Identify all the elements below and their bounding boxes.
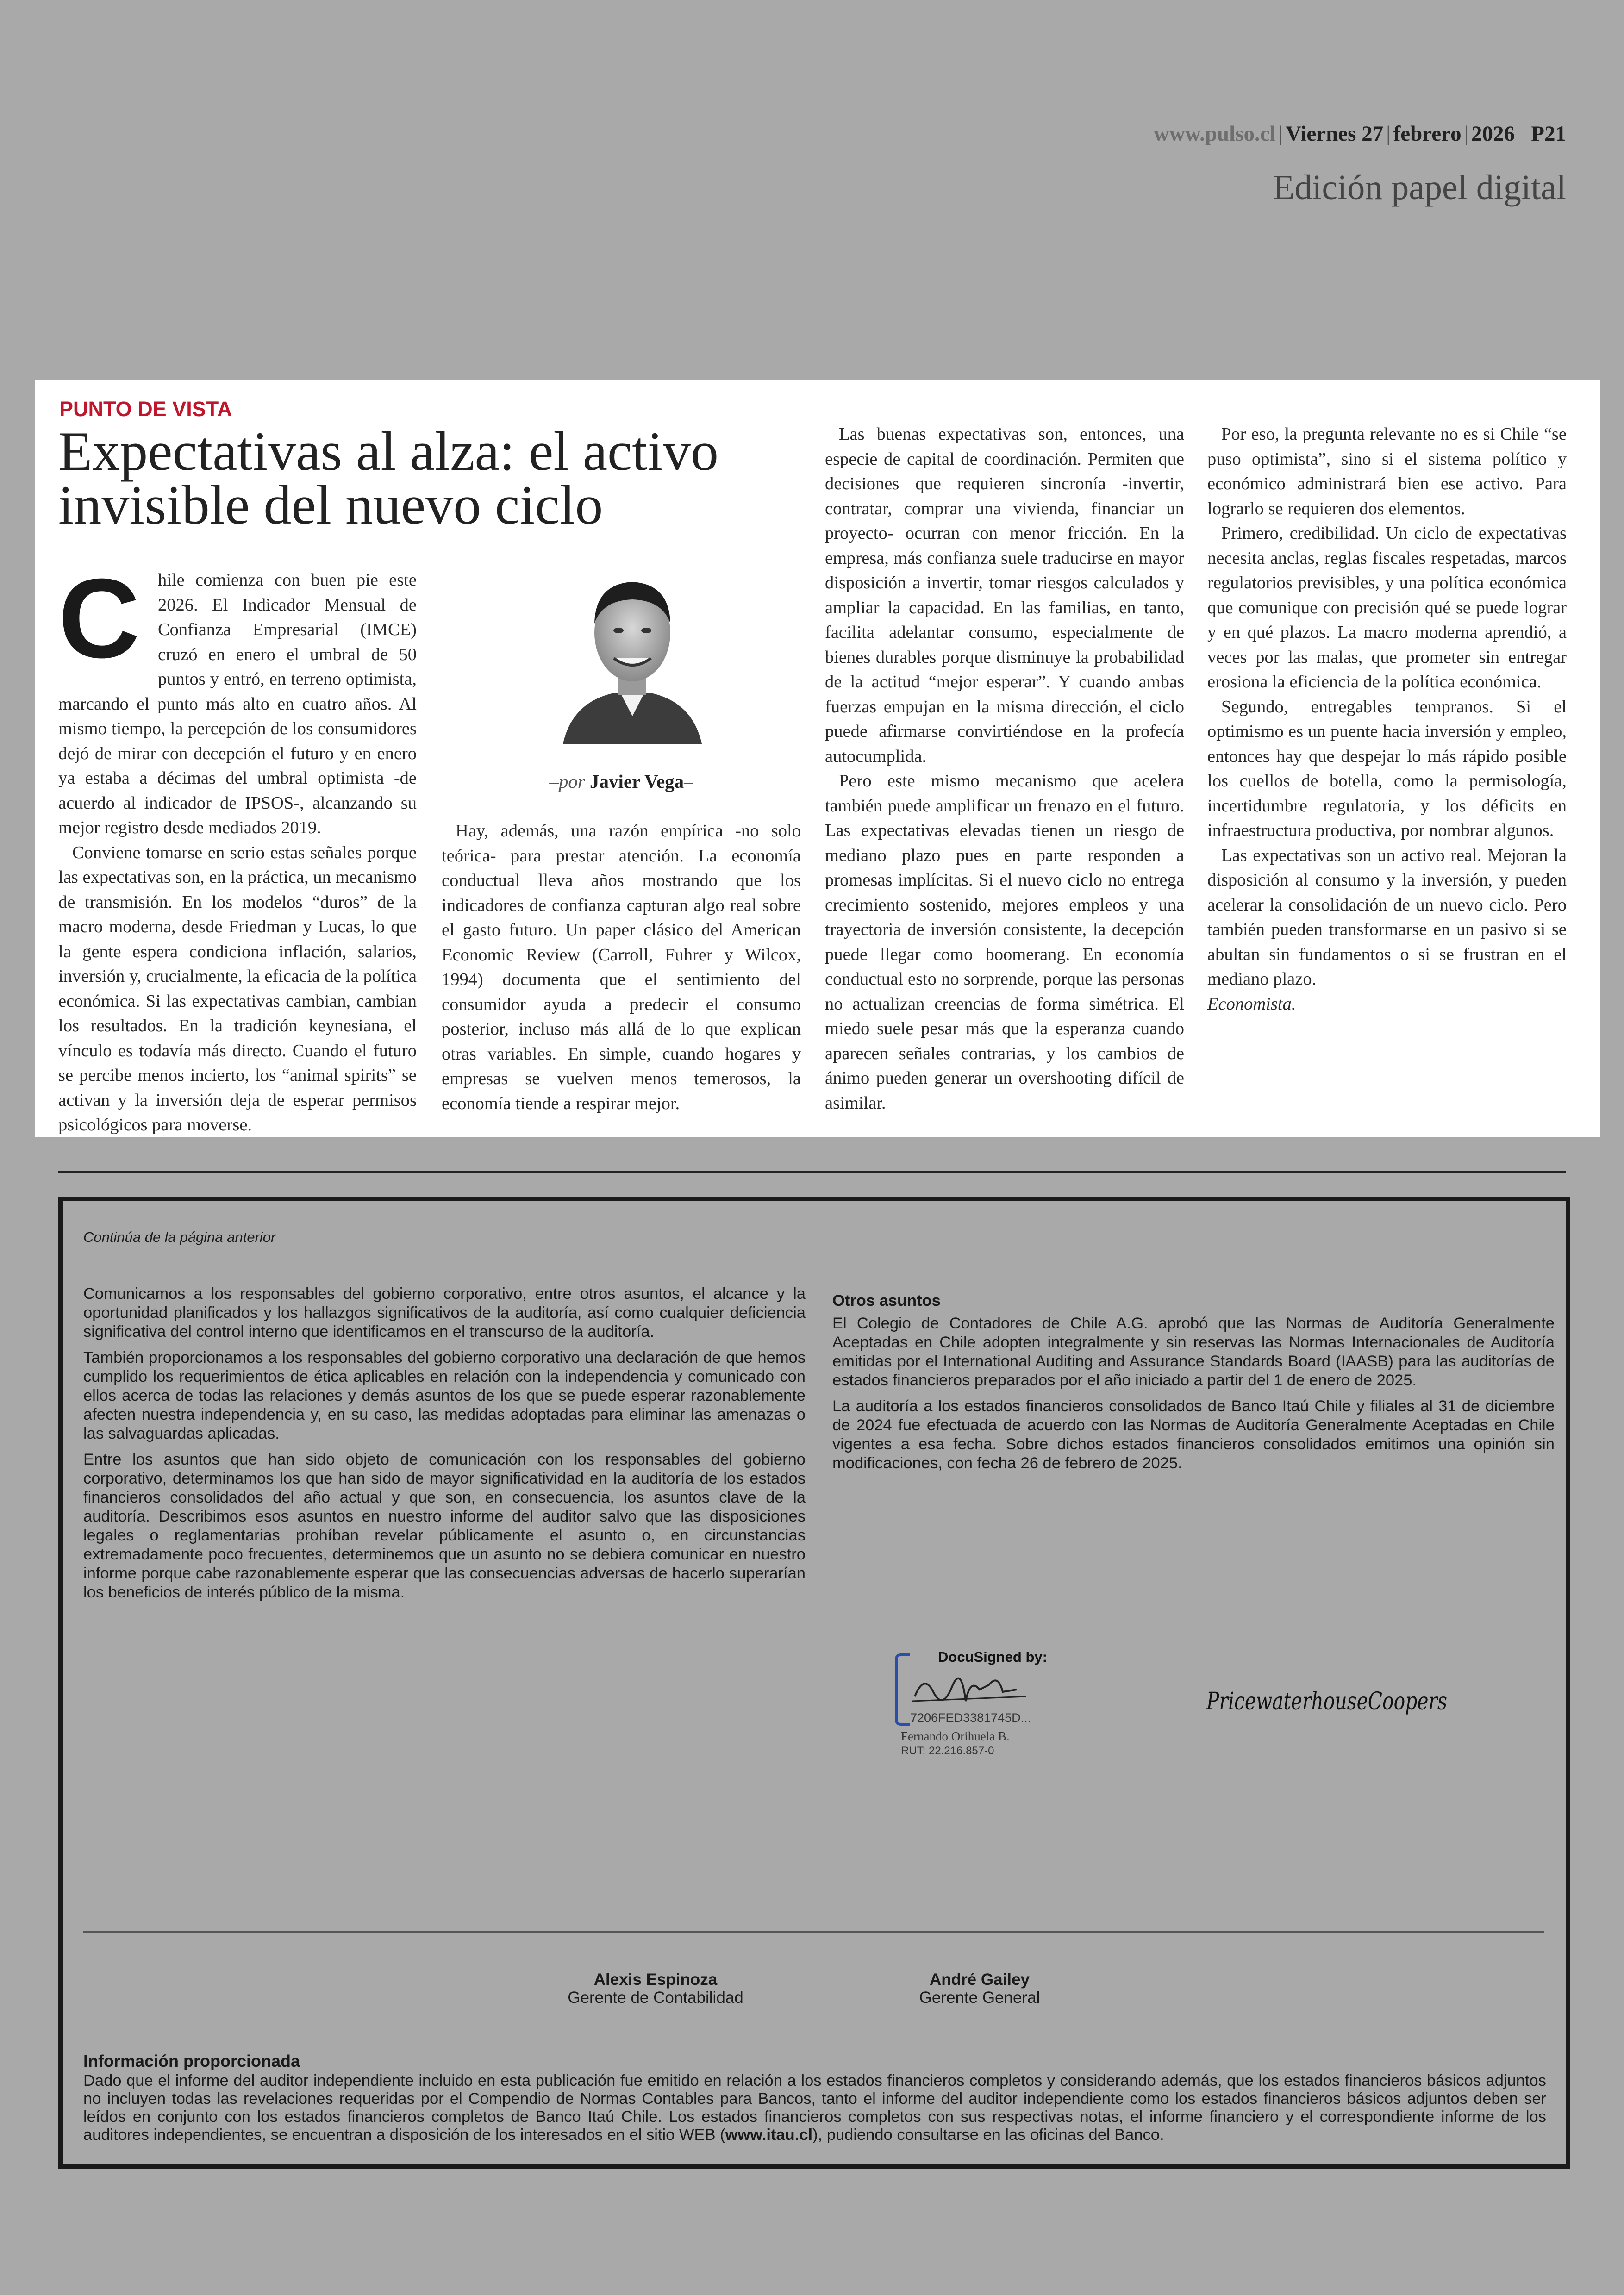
paragraph: Segundo, entregables tempranos. Si el optimismo es un puente hacia inversión y empleo, entonces hay que despejar lo más rápido posible los cuellos de botella, como la permisología, incertidumbre regulatoria, y los déficits en infraestructura productiva, por nombrar algunos. xyxy=(1207,697,1567,840)
paragraph: Las buenas expectativas son, entonces, una especie de capital de coordinación. Permiten que decisiones que requieren sincronía -invertir, contratar, comprar una vivienda, financiar un proyecto- ocurran con menor fricción. En la empresa, más confianza suele traducirse en mayor disposición a invertir, tomar riesgos calculados y ampliar la capacidad. En las familias, en tanto, facilita adelantar consumo, especialmente de bienes durables porque disminuye la probabilidad de la actitud “mejor esperar”. Y cuando ambas fuerzas empujan en la misma dirección, el ciclo puede afirmarse convirtiéndose en la profecía autocumplida. xyxy=(825,424,1184,766)
paragraph: C hile comienza con buen pie este 2026. El Indicador Mensual de Confianza Empresarial (IMCE) cruzó en enero el umbral de 50 puntos y entró, en terreno optimista, marcando el punto más alto en cuatro años. Al mismo tiempo, la percepción de los consumidores dejó de mirar con decepción el futuro y en enero ya estaba a décimas del umbral optimista -de acuerdo al indicador de IPSOS-, alcanzando su mejor registro desde mediados 2019. xyxy=(58,555,417,837)
signatory-general xyxy=(878,1971,1081,2007)
svg-text:RUT: 22.216.857-0: RUT: 22.216.857-0 xyxy=(901,1745,994,1757)
masthead-meta: www.pulso.cl | Viernes 27 | febrero | 2026 P21 xyxy=(1153,122,1566,146)
paragraph: Entre los asuntos que han sido objeto de comunicación con los responsables del gobierno corporativo, determinamos los que han sido de mayor significatividad en la auditoría de los estados financieros consolidados del año actual y que son, en consecuencia, los asuntos clave de la auditoría. Describimos esos asuntos en nuestro informe del auditor salvo que las disposiciones legales o reglamentarias prohíban revelar públicamente el asunto o, en circunstancias extremadamente poco frecuentes, determinemos que un asunto no se debiera comunicar en nuestro informe porque cabe razonablemente esperar que las consecuencias adversas de hacerlo superarían los beneficios de interés público de la misma. xyxy=(83,1451,806,1601)
article-column-3 xyxy=(825,422,1184,1116)
signatory-role: Gerente General xyxy=(919,1989,1040,2007)
docusign-signature xyxy=(896,1646,1128,1784)
signatory-role: Gerente de Contabilidad xyxy=(568,1989,743,2007)
svg-text:PricewaterhouseCoopers: PricewaterhouseCoopers xyxy=(1206,1688,1447,1715)
svg-text:Fernando Orihuela B.: Fernando Orihuela B. xyxy=(901,1729,1010,1743)
svg-text:DocuSigned by:: DocuSigned by: xyxy=(938,1649,1047,1665)
byline: –por Javier Vega– xyxy=(549,771,693,792)
author-portrait-icon xyxy=(544,563,720,744)
paragraph: Comunicamos a los responsables del gobierno corporativo, entre otros asuntos, el alcance y la oportunidad planificados y los hallazgos significativos de la auditoría, así como cualquier deficiencia significativa del control interno que identificamos en el transcurso de la auditoría. xyxy=(83,1285,806,1341)
paragraph: Primero, credibilidad. Un ciclo de expectativas necesita anclas, reglas fiscales respetadas, marcos regulatorios previsibles, y una política económica que comunique con precisión qué se puede lograr y en qué plazos. La macro moderna aprendió, a veces por las malas, que prometer sin entregar erosiona la eficiencia de la política económica. xyxy=(1207,524,1567,692)
continued-label: Continúa de la página anterior xyxy=(83,1229,276,1245)
paragraph: Pero este mismo mecanismo que acelera también puede amplificar un frenazo en el futuro. Las expectativas elevadas tienen un riesgo de mediano plazo pues en parte responden a promesas implícitas. Si el nuevo ciclo no entrega crecimiento sostenido, mejores empleos y una trayectoria de inversión consistente, la decepción puede llegar como boomerang. En economía conductual esto no sorprende, porque las personas no actualizan creencias de forma simétrica. El miedo suele pesar más que la esperanza cuando aparecen señales contrarias, y los cambios de ánimo pueden generar un overshooting difícil de asimilar. xyxy=(825,771,1184,1113)
itau-link[interactable]: www.itau.cl xyxy=(725,2126,813,2144)
article-column-4 xyxy=(1207,422,1567,1017)
issue-month: febrero xyxy=(1393,122,1462,146)
paragraph: Por eso, la pregunta relevante no es si Chile “se puso optimista”, sino si el sistema político y económico administrará bien ese activo. Para lograrlo se requieren dos elementos. xyxy=(1207,424,1567,518)
info-title: Información proporcionada xyxy=(83,2052,300,2070)
article-column-1 xyxy=(58,555,417,1138)
drop-cap: C xyxy=(58,555,140,681)
signatory-name: André Gailey xyxy=(930,1971,1030,1989)
issue-day: Viernes 27 xyxy=(1286,122,1384,146)
article-kicker: PUNTO DE VISTA xyxy=(59,397,232,421)
paragraph: La auditoría a los estados financieros consolidados de Banco Itaú Chile y filiales al 31 de diciembre de 2024 fue efectuada de acuerdo con las Normas de Auditoría Generalmente Aceptadas en Chile vigentes a esa fecha. Sobre dichos estados financieros consolidados emitimos una opinión sin modificaciones, con fecha 26 de febrero de 2025. xyxy=(832,1397,1555,1472)
issue-year: 2026 xyxy=(1471,122,1515,146)
edition-label: Edición papel digital xyxy=(1273,168,1566,207)
section-divider xyxy=(58,1171,1566,1173)
article-panel xyxy=(35,380,1600,1137)
paragraph: El Colegio de Contadores de Chile A.G. aprobó que las Normas de Auditoría Generalmente Aceptadas en Chile adopten integralmente y sin reservas las Normas Internacionales de Auditoría emitidas por el International Auditing and Assurance Standards Board (IAASB) para las auditorías de estados financieros preparados por el año iniciado a partir del 1 de enero de 2025. xyxy=(832,1315,1555,1389)
author-name: Javier Vega xyxy=(590,771,684,792)
signatory-name: Alexis Espinoza xyxy=(593,1971,718,1989)
firm-signature xyxy=(1202,1673,1461,1724)
paragraph: Conviene tomarse en serio estas señales porque las expectativas son, en la práctica, un mecanismo de transmisión. En los modelos “duros” de la macro moderna, desde Friedman y Lucas, lo que la gente espera condiciona inflación, salarios, inversión y, crucialmente, la eficacia de la política económica. Si las expectativas cambian, cambian los resultados. En la tradición keynesiana, el vínculo es todavía más directo. Cuando el futuro se percibe menos incierto, los “animal spirits” se activan y la inversión deja de esperar permisos psicológicos para moverse. xyxy=(58,842,417,1135)
financial-notice xyxy=(58,1197,1570,2169)
notice-column-left xyxy=(83,1285,806,1609)
page-number: P21 xyxy=(1531,122,1566,146)
article-column-2 xyxy=(442,819,801,1116)
article-headline: Expectativas al alza: el activo invisible del nuevo ciclo xyxy=(58,420,718,536)
info-section xyxy=(83,2052,1546,2144)
info-paragraph: Dado que el informe del auditor independiente incluido en esta publicación fue emitido en relación a los estados financieros completos y considerando además, que los estados financieros básicos adjuntos no incluyen todas las revelaciones requeridas por el Compendio de Normas Contables para Bancos, tanto el informe del auditor independiente como los estados financieros básicos adjuntos deben ser leídos en conjunto con los estados financieros completos de Banco Itaú Chile. Los estados financieros completos con sus respectivas notas, el informe financiero y el correspondiente informe de los auditores independientes, se encuentran a disposición de los interesados en el sitio WEB (www.itau.cl), pudiendo consultarse en las oficinas del Banco. xyxy=(83,2072,1546,2144)
signatory-accounting xyxy=(535,1971,776,2007)
section-title: Otros asuntos xyxy=(832,1292,941,1310)
paragraph: Hay, además, una razón empírica -no solo teórica- para prestar atención. La economía conductual lleva años mostrando que los indicadores de confianza capturan algo real sobre el gasto futuro. Un paper clásico del American Economic Review (Carroll, Fuhrer y Wilcox, 1994) documenta que el sentimiento del consumidor ayuda a predecir el consumo posterior, incluso más allá de lo que explican otras variables. En simple, cuando hogares y empresas se vuelven menos temerosos, la economía tiende a respirar mejor. xyxy=(442,821,801,1113)
site-url[interactable]: www.pulso.cl xyxy=(1153,122,1276,146)
svg-text:7206FED3381745D...: 7206FED3381745D... xyxy=(910,1711,1031,1725)
signature-rule xyxy=(83,1931,1544,1933)
paragraph: También proporcionamos a los responsables del gobierno corporativo una declaración de que hemos cumplido los requerimientos de ética aplicables en relación con la independencia y comunicado con ellos acerca de todas las relaciones y demás asuntos de los que se puede esperar razonablemente afecten nuestra independencia y, en su caso, las medidas adoptadas para eliminar las amenazas o las salvaguardas aplicadas. xyxy=(83,1349,806,1442)
notice-column-right xyxy=(832,1291,1555,1480)
author-credential: Economista. xyxy=(1207,994,1296,1014)
paragraph: Las expectativas son un activo real. Mejoran la disposición al consumo y la inversión, y pueden acelerar la consolidación de un nuevo ciclo. Pero también pueden transformarse en un pasivo si se abultan sin fundamentos o si se frustran en el mediano plazo. xyxy=(1207,845,1567,989)
